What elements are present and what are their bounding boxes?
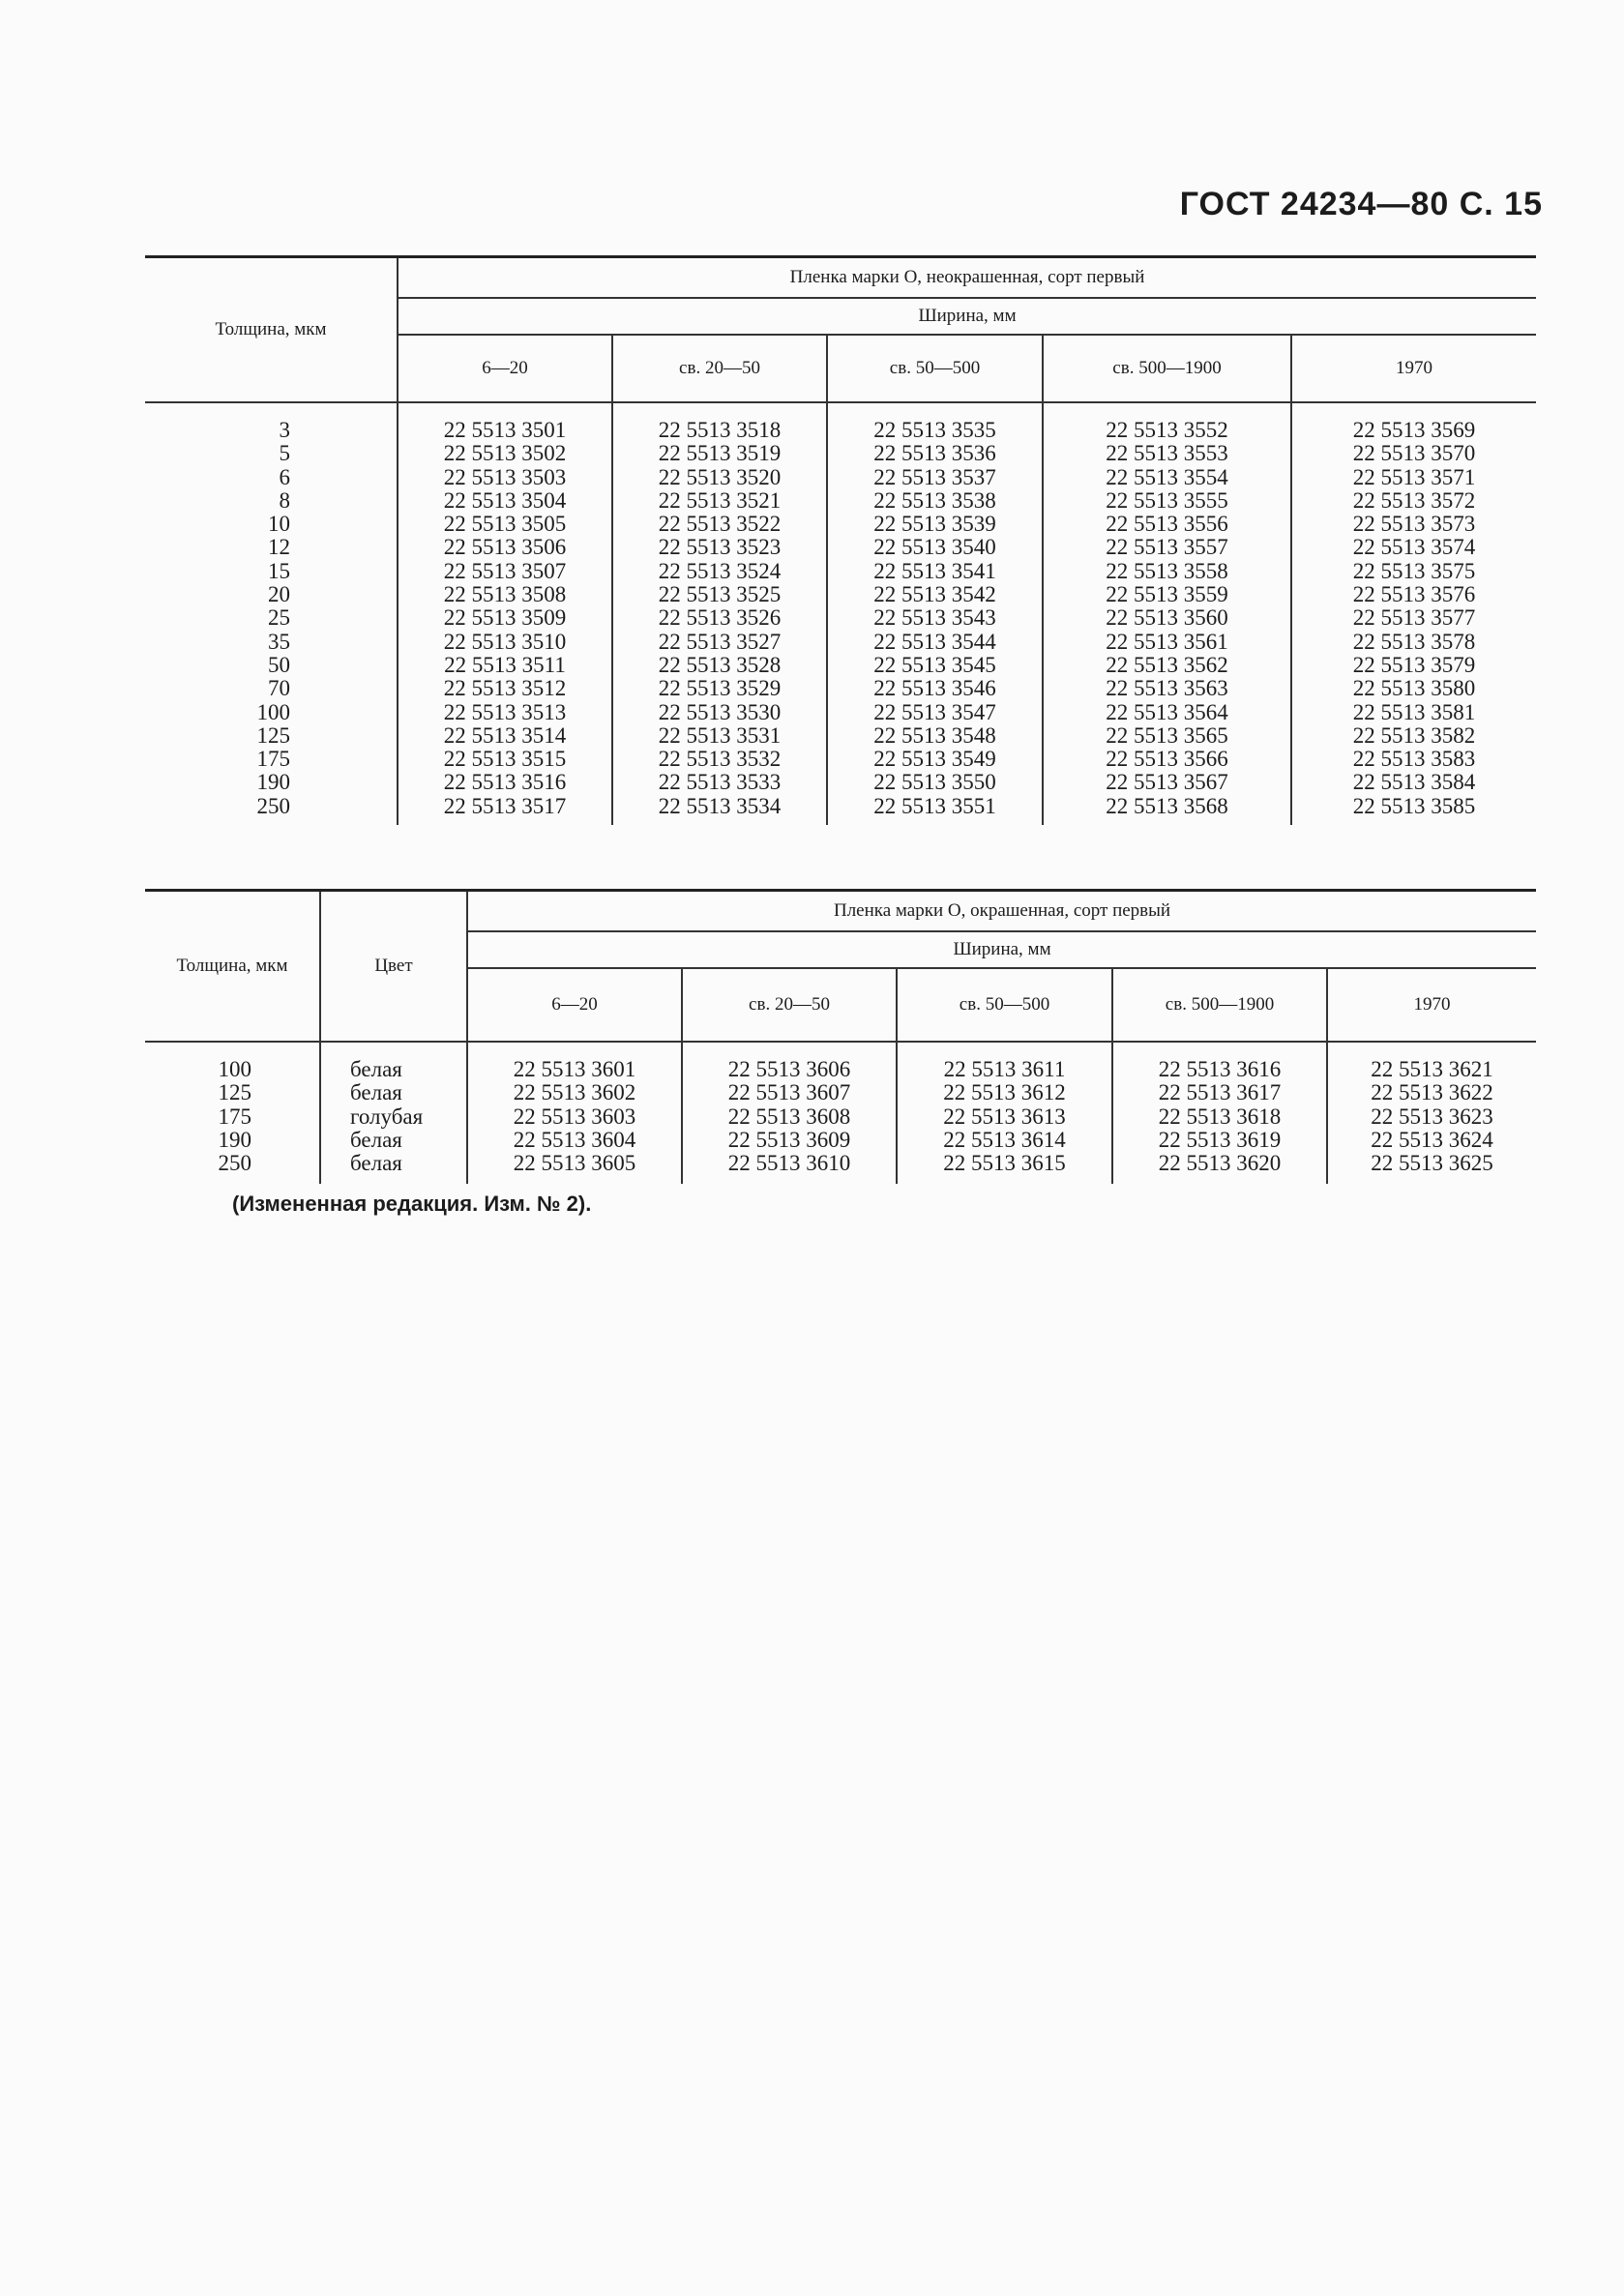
width-header: Ширина, мм [467,931,1536,968]
width-column-header: 6—20 [398,335,612,402]
thickness-header: Толщина, мкм [145,257,398,403]
code-column: 22 5513 3501 22 5513 3502 22 5513 3503 22 5513 3504 22 5513 3505 22 5513 3506 22 5513 3507 22 5513 3508 22 5513 3509 22 5513 3510 22 5513 3511 22 5513 3512 22 5513 3513 22 5513 3514 22 5513 3515 22 5513 3516 22 5513 3517 [398,402,612,825]
code-column: 22 5513 3611 22 5513 3612 22 5513 3613 22 5513 3614 22 5513 3615 [897,1042,1112,1184]
code-column: 22 5513 3535 22 5513 3536 22 5513 3537 22 5513 3538 22 5513 3539 22 5513 3540 22 5513 3541 22 5513 3542 22 5513 3543 22 5513 3544 22 5513 3545 22 5513 3546 22 5513 3547 22 5513 3548 22 5513 3549 22 5513 3550 22 5513 3551 [827,402,1043,825]
thickness-header: Толщина, мкм [145,891,320,1043]
table-title: Пленка марки О, окрашенная, сорт первый [467,891,1536,932]
width-column-header: св. 50—500 [827,335,1043,402]
width-column-header: св. 500—1900 [1043,335,1291,402]
code-column: 22 5513 3518 22 5513 3519 22 5513 3520 22 5513 3521 22 5513 3522 22 5513 3523 22 5513 3524 22 5513 3525 22 5513 3526 22 5513 3527 22 5513 3528 22 5513 3529 22 5513 3530 22 5513 3531 22 5513 3532 22 5513 3533 22 5513 3534 [612,402,827,825]
code-column: 22 5513 3621 22 5513 3622 22 5513 3623 22 5513 3624 22 5513 3625 [1371,1057,1493,1176]
table-painted-film [145,889,1536,1184]
code-column: 22 5513 3601 22 5513 3602 22 5513 3603 22 5513 3604 22 5513 3605 [467,1042,682,1184]
width-column-header: 6—20 [467,968,682,1042]
code-column: 22 5513 3606 22 5513 3607 22 5513 3608 22 5513 3609 22 5513 3610 [682,1042,897,1184]
code-column: 22 5513 3552 22 5513 3553 22 5513 3554 22 5513 3555 22 5513 3556 22 5513 3557 22 5513 3558 22 5513 3559 22 5513 3560 22 5513 3561 22 5513 3562 22 5513 3563 22 5513 3564 22 5513 3565 22 5513 3566 22 5513 3567 22 5513 3568 [1043,402,1291,825]
code-column: 22 5513 3569 22 5513 3570 22 5513 3571 22 5513 3572 22 5513 3573 22 5513 3574 22 5513 3575 22 5513 3576 22 5513 3577 22 5513 3578 22 5513 3579 22 5513 3580 22 5513 3581 22 5513 3582 22 5513 3583 22 5513 3584 22 5513 3585 [1352,418,1476,818]
code-column: 22 5513 3616 22 5513 3617 22 5513 3618 22 5513 3619 22 5513 3620 [1112,1042,1327,1184]
color-header: Цвет [320,891,467,1043]
thickness-values: 3 5 6 8 10 12 15 20 25 35 50 70 100 125 175 190 250 [145,402,398,825]
page-header: ГОСТ 24234—80 С. 15 [1179,186,1543,222]
width-column-header: св. 500—1900 [1112,968,1327,1042]
width-column-header: св. 20—50 [612,335,827,402]
table-unpainted-film [145,255,1536,825]
thickness-values: 100 125 175 190 250 [145,1042,320,1184]
width-column-header: св. 50—500 [897,968,1112,1042]
width-column-header: 1970 [1327,968,1536,1042]
width-header: Ширина, мм [398,298,1536,335]
width-column-header: 1970 [1291,335,1536,402]
revision-note: (Измененная редакция. Изм. № 2). [232,1192,592,1216]
color-values: белая белая голубая белая белая [320,1042,467,1184]
width-column-header: св. 20—50 [682,968,897,1042]
table-title: Пленка марки О, неокрашенная, сорт первый [398,257,1536,299]
